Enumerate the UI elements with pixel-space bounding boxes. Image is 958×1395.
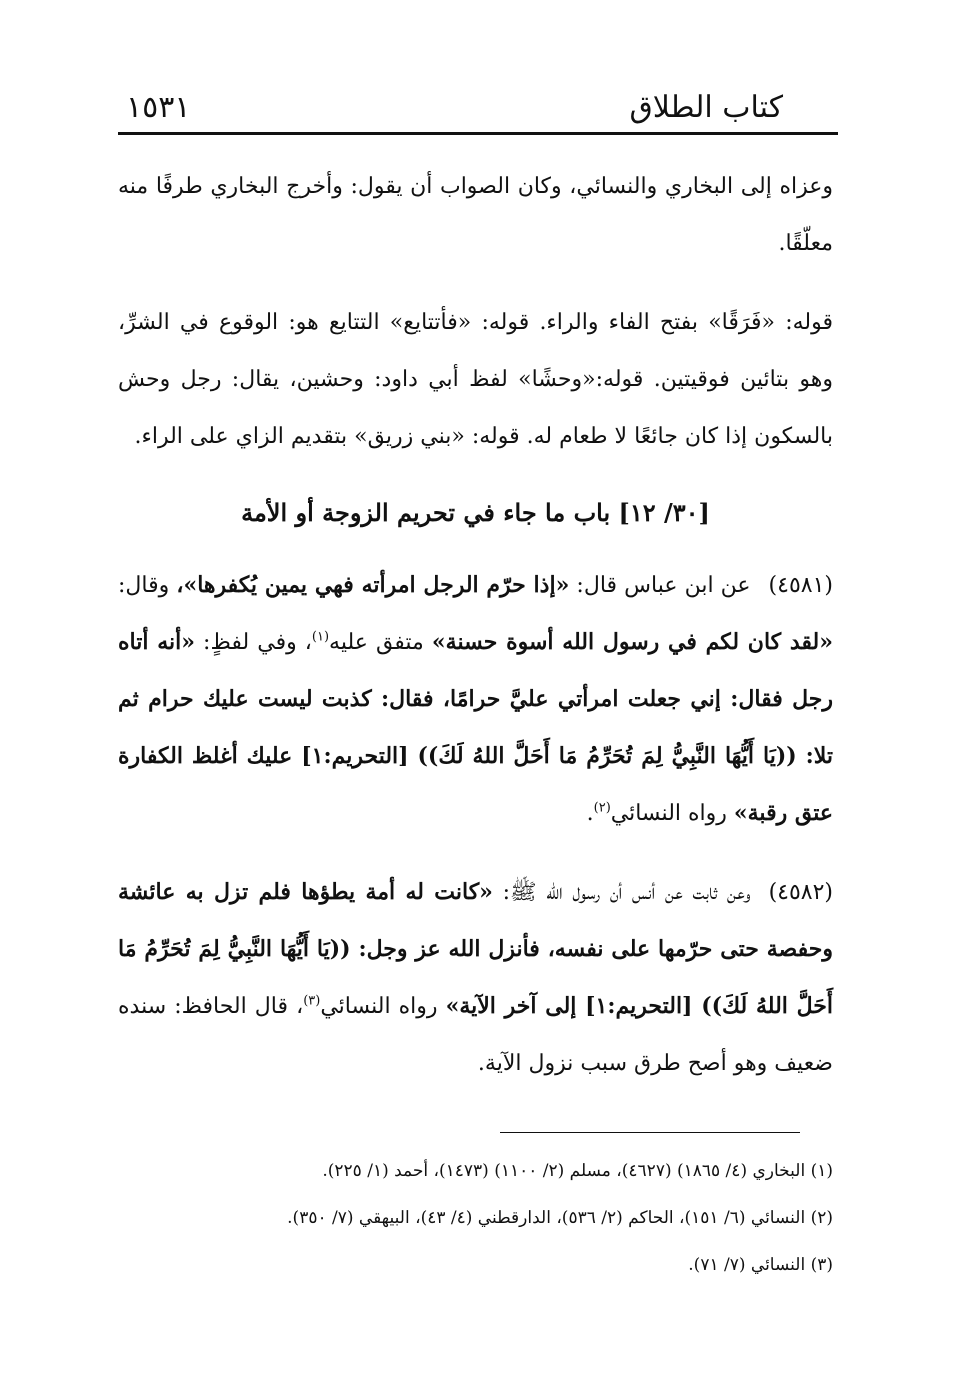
hadith-connector: ، وفي لفظٍ:: [194, 630, 312, 655]
page-header: [118, 88, 838, 132]
hadith-quote: «أنه أتاه رجل فقال: إني جعلت امرأتي عليَّ حرامًا، فقال: كذبت ليست عليك حرام ثم تلا: ((يَا أَيُّهَا النَّبِيُّ لِمَ تُحَرِّمُ مَا أَحَلَّ اللهُ لَكَ)) [التحريم:١] عليك أغلظ الكفارة عتق رقبة»: [118, 629, 833, 826]
footnote-divider: [500, 1132, 800, 1133]
header-divider: [118, 132, 838, 135]
footnote-item: (١) البخاري (٤/ ١٨٦٥) (٤٦٢٧)، مسلم (٢/ ١١٠٠) (١٤٧٣)، أحمد (١/ ٢٢٥).: [322, 1161, 833, 1181]
hadith-intro: عن ابن عباس قال:: [569, 573, 751, 598]
paragraph-continuation: وعزاه إلى البخاري والنسائي، وكان الصواب أن يقول: وأخرج البخاري طرفًا منه معلّقًا.: [118, 174, 833, 256]
hadith-source: رواه النسائي: [610, 801, 734, 826]
footnote-ref: (١): [311, 629, 330, 645]
hadith-quote: «لقد كان لكم في رسول الله أسوة حسنة»: [431, 629, 834, 655]
footnotes: [118, 1148, 833, 1289]
page-number: ١٥٣١: [126, 90, 191, 125]
footnote-ref: (٣): [303, 993, 321, 1009]
paragraph-glossary: قوله: «فَرَقًا» بفتح الفاء والراء. قوله: «فأتتايع» التتايع هو: الوقوع في الشرِّ، وهو بتائين فوقيتين. قوله:«وحشًا» لفظ أبي داود: وحشين، يقال: رجل وحش بالسكون إذا كان جائعًا لا طعام له. قوله: «بني زريق» بتقديم الزاي على الراء.: [118, 310, 833, 449]
hadith-4582: [118, 864, 833, 1092]
hadith-commentary: ، قال الحافظ: سنده ضعيف وهو أصح طرق سبب نزول الآية.: [118, 994, 833, 1076]
hadith-end: .: [586, 801, 594, 826]
hadith-number: (٤٥٨٢): [768, 880, 834, 905]
footnote-item: (٢) النسائي (٦/ ١٥١)، الحاكم (٢/ ٥٣٦)، الدارقطني (٤/ ٤٣)، البيهقي (٧/ ٣٥٠).: [287, 1208, 833, 1228]
footnote-ref: (٢): [593, 800, 611, 816]
hadith-grading: متفق عليه: [329, 630, 432, 655]
hadith-source: رواه النسائي: [320, 994, 446, 1019]
hadith-number: (٤٥٨١): [768, 573, 833, 598]
hadith-quote: «إذا حرّم الرجل امرأته فهي يمين يُكفرها»،: [176, 572, 570, 598]
hadith-4581: [118, 557, 833, 842]
chapter-title: كتاب الطلاق: [629, 90, 783, 125]
hadith-intro: وعن ثابت عن أنس أن رسول الله ﷺ:: [492, 880, 751, 905]
hadith-connector: وقال:: [118, 573, 177, 598]
section-heading: [٣٠/ ١٢] باب ما جاء في تحريم الزوجة أو الأمة: [241, 498, 710, 527]
footnote-item: (٣) النسائي (٧/ ٧١).: [688, 1255, 833, 1275]
main-text: [118, 158, 833, 1092]
hadith-quote: «كانت له أمة يطؤها فلم تزل به عائشة وحفصة حتى حرّمها على نفسه، فأنزل الله عز وجل: ((يَا أَيُّهَا النَّبِيُّ لِمَ تُحَرِّمُ مَا أَحَلَّ اللهُ لَكَ)) [التحريم:١] إلى آخر الآية»: [118, 879, 833, 1019]
